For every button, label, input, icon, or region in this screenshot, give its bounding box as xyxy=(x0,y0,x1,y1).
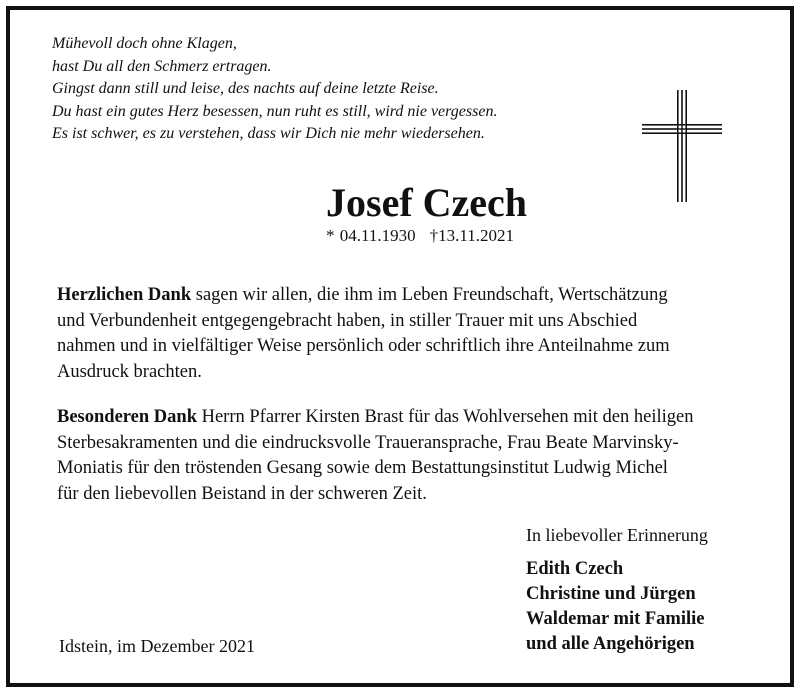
birth-date: * 04.11.1930 xyxy=(326,226,416,245)
paragraph-line: und Verbundenheit entgegengebracht haben, in stiller Trauer mit uns Abschied xyxy=(57,310,638,331)
closing-phrase: In liebevoller Erinnerung xyxy=(526,525,708,545)
poem-line: Gingst dann still und leise, des nachts auf deine letzte Reise. xyxy=(52,80,439,97)
paragraph-line: für den liebevollen Beistand in der schweren Zeit. xyxy=(57,483,427,504)
paragraph-line xyxy=(57,405,757,431)
cross-icon xyxy=(642,90,722,202)
life-dates xyxy=(326,226,514,246)
thanks-lead: Herzlichen Dank xyxy=(57,285,192,305)
place-date: Idstein, im Dezember 2021 xyxy=(59,636,255,656)
thanks-paragraph-1 xyxy=(57,283,757,385)
poem-line: hast Du all den Schmerz ertragen. xyxy=(52,57,272,75)
paragraph-text: sagen wir allen, die ihm im Leben Freundschaft, Wertschätzung xyxy=(191,285,668,305)
poem-line: Mühevoll doch ohne Klagen, xyxy=(52,35,237,52)
family-member: Waldemar mit Familie xyxy=(526,609,705,629)
paragraph-line: Ausdruck brachten. xyxy=(57,361,202,382)
family-member: Christine und Jürgen xyxy=(526,584,696,604)
thanks-lead: Besonderen Dank xyxy=(57,407,197,427)
thanks-paragraph-2 xyxy=(57,405,757,507)
family-member: und alle Angehörigen xyxy=(526,634,695,654)
paragraph-line: Moniatis für den tröstenden Gesang sowie dem Bestattungsinstitut Ludwig Michel xyxy=(57,458,668,478)
paragraph-line: Sterbesakramenten und die eindrucksvolle Traueransprache, Frau Beate Marvinsky- xyxy=(57,432,679,453)
poem xyxy=(52,33,497,146)
family-signature xyxy=(526,557,704,657)
poem-line: Du hast ein gutes Herz besessen, nun ruht es still, wird nie vergessen. xyxy=(52,102,498,120)
death-date: †13.11.2021 xyxy=(429,226,514,245)
family-member: Edith Czech xyxy=(526,559,624,579)
paragraph-line xyxy=(57,283,757,309)
deceased-name: Josef Czech xyxy=(326,180,528,225)
paragraph-text: Herrn Pfarrer Kirsten Brast für das Wohlversehen mit den heiligen xyxy=(196,407,694,427)
poem-line: Es ist schwer, es zu verstehen, dass wir Dich nie mehr wiedersehen. xyxy=(52,125,485,142)
paragraph-line: nahmen und in vielfältiger Weise persönlich oder schriftlich ihre Anteilnahme zum xyxy=(57,336,670,356)
